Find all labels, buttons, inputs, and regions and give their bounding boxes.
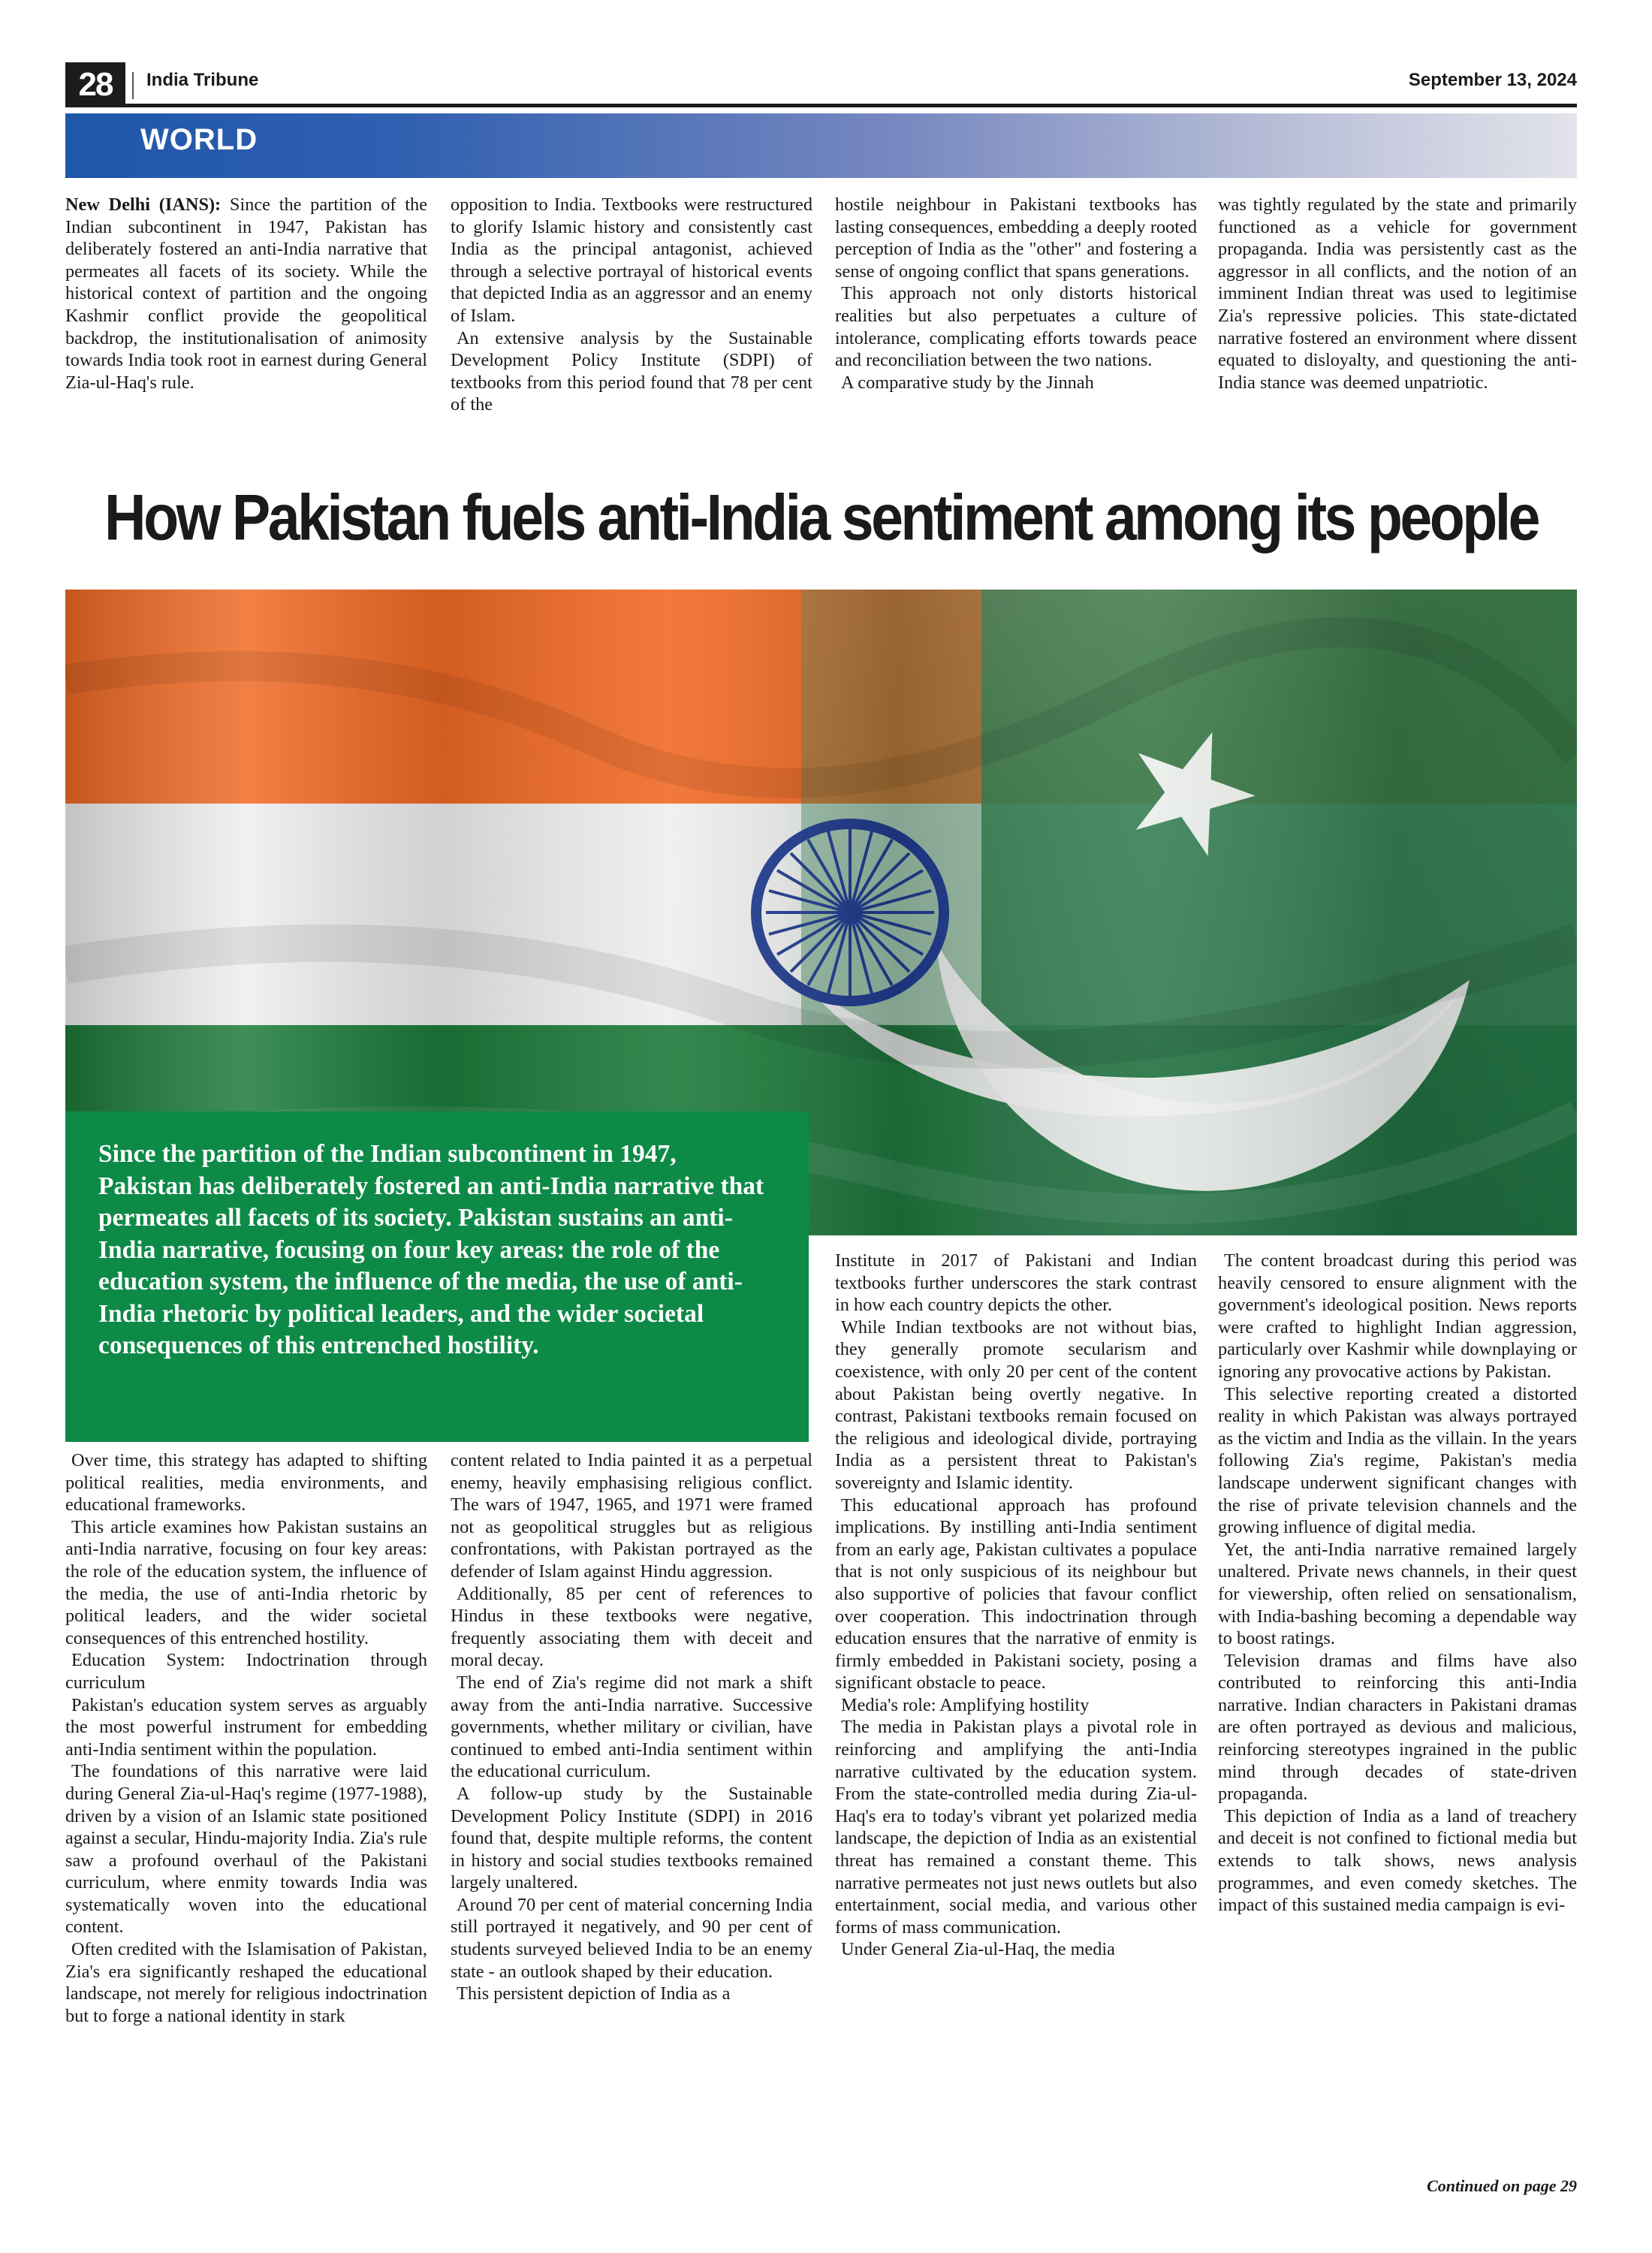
header-divider <box>132 72 134 99</box>
paragraph <box>65 194 427 394</box>
paragraph: Pakistan's education system serves as arguably the most powerful instrument for embedding anti-India sentiment within the population. <box>65 1694 427 1760</box>
paragraph: Under General Zia-ul-Haq, the media <box>841 1939 1115 1960</box>
paragraph: was tightly regulated by the state and primarily functioned as a vehicle for government propaganda. India was persistently cast as the aggressor in all conflicts, and the notion of an imminent Indian threat was used to legitimise Zia's repressive policies. This state-dictated narrative fostered an environment where dissent equated to disloyalty, and questioning the anti-India stance was deemed unpatriotic. <box>1218 195 1577 393</box>
paragraph: The foundations of this narrative were laid during General Zia-ul-Haq's regime (1977-1988), driven by a vision of an Islamic state positioned against a secular, Hindu-majority India. Zia's rule saw a profound overhaul of the Pakistani curriculum, where enmity towards India was systematically woven into the educational content. <box>65 1761 427 1938</box>
bottom-column-1 <box>65 1449 427 2027</box>
paragraph: This depiction of India as a land of treachery and deceit is not confined to fictional media but extends to talk shows, news analysis programmes, and even comedy sketches. The impact of this sustained media campaign is evi- <box>1218 1805 1577 1916</box>
paragraph: Around 70 per cent of material concerning India still portrayed it negatively, and 90 per cent of students surveyed believed India to be an enemy state - an outlook shaped by their education. <box>451 1894 812 1982</box>
section-banner <box>65 113 1577 178</box>
paragraph: This article examines how Pakistan sustains an anti-India narrative, focusing on four key areas: the role of the education system, the influence of the media, the use of anti-India rhetoric by political leaders, and the wider societal consequences of this entrenched hostility. <box>65 1516 427 1648</box>
paragraph: Television dramas and films have also contributed to reinforcing this anti-India narrative. Indian characters in Pakistani dramas are often portrayed as devious and malicious, reinforcing stereotypes ingrained in the public mind through decades of state-driven propaganda. <box>1218 1650 1577 1805</box>
paragraph: The end of Zia's regime did not mark a shift away from the anti-India narrative. Successive governments, whether military or civilian, have continued to embed anti-India sentiment within the educational curriculum. <box>451 1672 812 1782</box>
paragraph: A comparative study by the Jinnah <box>841 372 1094 393</box>
paragraph: Yet, the anti-India narrative remained largely unaltered. Private news channels, in their quest for viewership, often relied on sensationalism, with India-bashing becoming a dependable way to boost ratings. <box>1218 1539 1577 1649</box>
mid-column-4 <box>1218 1250 1577 1917</box>
top-column-4 <box>1218 194 1577 394</box>
paragraph-text: Since the partition of the Indian subcontinent in 1947, Pakistan has deliberately fostered an anti-India narrative that permeates all facets of its society. While the historical context of partition and the ongoing Kashmir conflict provide the geopolitical backdrop, the institutionalisation of animosity towards India took root in earnest during General Zia-ul-Haq's rule. <box>65 195 427 393</box>
paragraph: This persistent depiction of India as a <box>457 1983 731 2004</box>
paragraph: This approach not only distorts historical realities but also perpetuates a culture of intolerance, complicating efforts towards peace and reconciliation between the two nations. <box>835 283 1197 371</box>
paragraph: This educational approach has profound implications. By instilling anti-India sentiment from an early age, Pakistan cultivates a populace that is not only suspicious of its neighbour but also supportive of policies that favour conflict over cooperation. This indoctrination through education ensures that the narrative of enmity is firmly embedded in Pakistani society, posing a significant obstacle to peace. <box>835 1494 1197 1694</box>
publication-name: India Tribune <box>146 70 259 90</box>
paragraph: hostile neighbour in Pakistani textbooks has lasting consequences, embedding a deeply rooted perception of India as the "other" and fostering a sense of ongoing conflict that spans generations. <box>835 195 1197 282</box>
mid-column-3 <box>835 1250 1197 1961</box>
paragraph: An extensive analysis by the Sustainable Development Policy Institute (SDPI) of textbooks from this period found that 78 per cent of the <box>451 327 812 415</box>
subheading: Media's role: Amplifying hostility <box>841 1694 1090 1715</box>
top-column-2 <box>451 194 812 416</box>
pull-quote: Since the partition of the Indian subcontinent in 1947, Pakistan has deliberately fostered an anti-India narrative that permeates all facets of its society. Pakistan sustains an anti-India narrative, focusing on four key areas: the role of the education system, the influence of the media, the use of anti-India rhetoric by political leaders, and the wider societal consequences of this entrenched hostility. <box>65 1111 809 1442</box>
paragraph: content related to India painted it as a perpetual enemy, heavily emphasising religious conflict. The wars of 1947, 1965, and 1971 were framed not as geopolitical struggles but as religious confrontations, with Pakistan portrayed as the defender of Islam against Hindu aggression. <box>451 1450 812 1582</box>
paragraph: opposition to India. Textbooks were restructured to glorify Islamic history and consistently cast India as the principal antagonist, achieved through a selective portrayal of historical events that depicted India as an aggressor and an enemy of Islam. <box>451 195 812 326</box>
paragraph: Often credited with the Islamisation of Pakistan, Zia's era significantly reshaped the educational landscape, not merely for religious indoctrination but to forge a national identity in stark <box>65 1939 427 2026</box>
dateline: New Delhi (IANS): <box>65 195 222 215</box>
article-headline: How Pakistan fuels anti-India sentiment among its people <box>104 481 1539 554</box>
paragraph: While Indian textbooks are not without bias, they generally promote secularism and coexistence, with only 20 per cent of the content about Pakistan being overtly negative. In contrast, Pakistani textbooks remain focused on the religious and ideological divide, portraying India as a persistent threat to Pakistan's sovereignty and Islamic identity. <box>835 1317 1197 1493</box>
paragraph: Institute in 2017 of Pakistani and Indian textbooks further underscores the stark contrast in how each country depicts the other. <box>835 1250 1197 1316</box>
page-number: 28 <box>65 62 125 107</box>
paragraph: A follow-up study by the Sustainable Development Policy Institute (SDPI) in 2016 found that, despite multiple reforms, the content in history and social studies textbooks remained largely unaltered. <box>451 1783 812 1893</box>
paragraph: This selective reporting created a distorted reality in which Pakistan was always portrayed as the victim and India as the villain. In the years following Zia's regime, Pakistan's media landscape underwent significant changes with the rise of private television channels and the growing influence of digital media. <box>1218 1383 1577 1538</box>
top-column-1 <box>65 194 427 394</box>
paragraph: The content broadcast during this period was heavily censored to ensure alignment with the government's ideological position. News reports were crafted to highlight Indian aggression, particularly over Kashmir while downplaying or ignoring any provocative actions by Pakistan. <box>1218 1250 1577 1382</box>
issue-date: September 13, 2024 <box>1408 70 1577 90</box>
paragraph: The media in Pakistan plays a pivotal role in reinforcing and amplifying the anti-India narrative cultivated by the education system. From the state-controlled media during Zia-ul-Haq's era to today's vibrant yet polarized media landscape, the depiction of India as an existential threat has remained a constant theme. This narrative permeates not just news outlets but also entertainment, social media, and various other forms of mass communication. <box>835 1717 1197 1938</box>
bottom-column-2 <box>451 1449 812 2005</box>
header-rule <box>65 104 1577 107</box>
continued-notice[interactable]: Continued on page 29 <box>1427 2176 1577 2195</box>
paragraph: Additionally, 85 per cent of references to Hindus in these textbooks were negative, frequently associating them with deceit and moral decay. <box>451 1583 812 1671</box>
top-column-3 <box>835 194 1197 394</box>
paragraph: Over time, this strategy has adapted to shifting political realities, media environments, and educational frameworks. <box>65 1450 427 1516</box>
subheading: Education System: Indoctrination through curriculum <box>65 1650 427 1693</box>
section-label: WORLD <box>140 123 258 156</box>
